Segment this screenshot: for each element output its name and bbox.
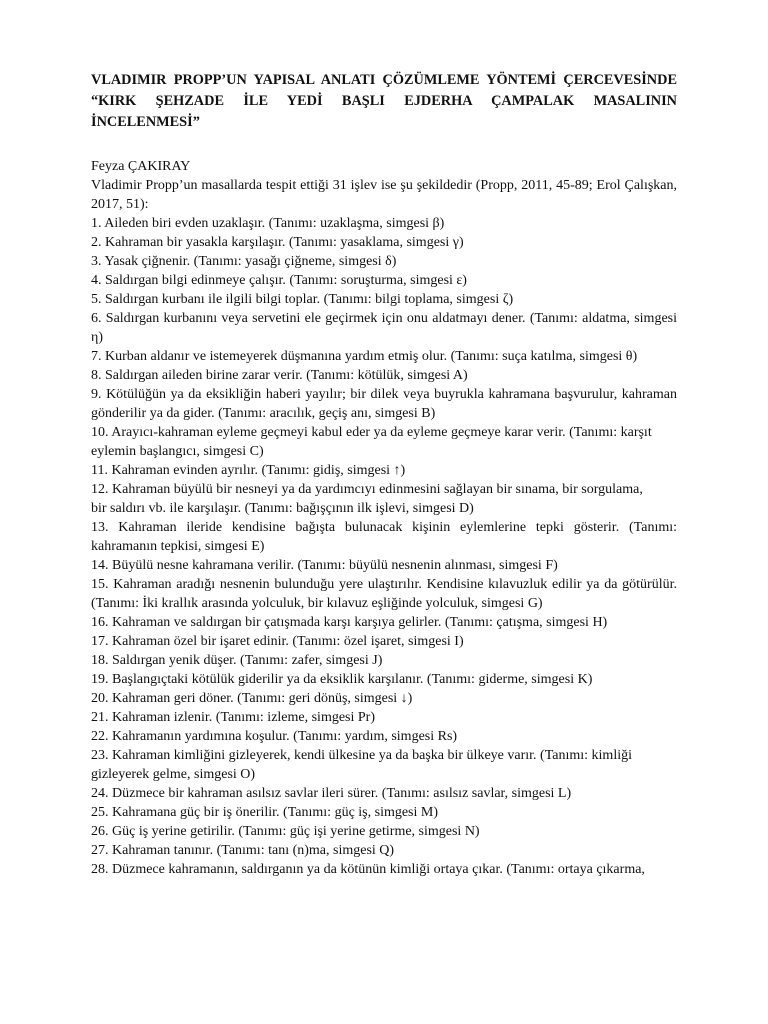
list-item [91,613,677,632]
list-item [91,518,677,556]
list-item-text: 19. Başlangıçtaki kötülük giderilir ya da eksiklik karşılanır. (Tanımı: giderme, simgesi K) [91,672,593,687]
list-item-text: 26. Güç iş yerine getirilir. (Tanımı: güç işi yerine getirme, simgesi N) [91,824,480,839]
list-item-text: 2. Kahraman bir yasakla karşılaşır. (Tanımı: yasaklama, simgesi γ) [91,235,464,250]
list-item-continuation: gizleyerek gelme, simgesi O) [91,767,256,782]
list-item [91,252,677,271]
list-item [91,632,677,651]
list-item [91,347,677,366]
list-item [91,366,677,385]
list-item-text: 18. Saldırgan yenik düşer. (Tanımı: zafer, simgesi J) [91,653,383,668]
list-item [91,727,677,746]
function-list [91,214,677,879]
list-item-text: 10. Arayıcı-kahraman eyleme geçmeyi kabul eder ya da eyleme geçmeye karar verir. (Tanımı: karşıt [91,425,652,440]
list-item [91,822,677,841]
list-item-text: 24. Düzmece bir kahraman asılsız savlar ileri sürer. (Tanımı: asılsız savlar, simgesi L) [91,786,572,801]
list-item [91,803,677,822]
list-item-text: 11. Kahraman evinden ayrılır. (Tanımı: gidiş, simgesi ↑) [91,463,406,478]
list-item-text: 12. Kahraman büyülü bir nesneyi ya da yardımcıyı edinmesini sağlayan bir sınama, bir sorgulama, [91,482,643,497]
list-item-text: 28. Düzmece kahramanın, saldırganın ya da kötünün kimliği ortaya çıkar. (Tanımı: ortaya çıkarma, [91,862,645,877]
document-title: VLADIMIR PROPP’UN YAPISAL ANLATI ÇÖZÜMLEME YÖNTEMİ ÇERCEVESİNDE “KIRK ŞEHZADE İLE YEDİ BAŞLI EJDERHA ÇAMPALAK MASALININ İNCELENMESİ” [91,72,677,130]
list-item [91,860,677,879]
list-item [91,385,677,423]
list-item-text: 6. Saldırgan kurbanını veya servetini ele geçirmek için onu aldatmayı dener. (Tanımı: aldatma, simgesi η) [91,311,677,345]
list-item [91,271,677,290]
list-item [91,461,677,480]
list-item-continuation: bir saldırı vb. ile karşılaşır. (Tanımı: bağışçının ilk işlevi, simgesi D) [91,501,474,516]
list-item-text: 8. Saldırgan aileden birine zarar verir. (Tanımı: kötülük, simgesi A) [91,368,468,383]
list-item [91,480,677,518]
list-item [91,670,677,689]
list-item [91,708,677,727]
list-item-text: 17. Kahraman özel bir işaret edinir. (Tanımı: özel işaret, simgesi I) [91,634,464,649]
list-item-text: 23. Kahraman kimliğini gizleyerek, kendi ülkesine ya da başka bir ülkeye varır. (Tanımı: kimliği [91,748,632,763]
list-item-continuation: eylemin başlangıcı, simgesi C) [91,444,264,459]
list-item [91,784,677,803]
author-name: Feyza ÇAKIRAY [91,159,191,174]
list-item [91,290,677,309]
list-item [91,841,677,860]
list-item [91,689,677,708]
list-item-text: 13. Kahraman ileride kendisine bağışta bulunacak kişinin eylemlerine tepki gösterir. (Tanımı: kahramanın tepkisi, simgesi E) [91,520,677,554]
list-item [91,309,677,347]
list-item-text: 4. Saldırgan bilgi edinmeye çalışır. (Tanımı: soruşturma, simgesi ε) [91,273,467,288]
list-item-text: 27. Kahraman tanınır. (Tanımı: tanı (n)ma, simgesi Q) [91,843,395,858]
list-item [91,575,677,613]
list-item-text: 21. Kahraman izlenir. (Tanımı: izleme, simgesi Pr) [91,710,375,725]
list-item-text: 3. Yasak çiğnenir. (Tanımı: yasağı çiğneme, simgesi δ) [91,254,397,269]
list-item [91,214,677,233]
list-item-text: 1. Aileden biri evden uzaklaşır. (Tanımı: uzaklaşma, simgesi β) [91,216,445,231]
intro-paragraph: Vladimir Propp’un masallarda tespit ettiği 31 işlev ise şu şekildedir (Propp, 2011, 45-89; Erol Çalışkan, 2017, 51): [91,178,677,212]
list-item-text: 20. Kahraman geri döner. (Tanımı: geri dönüş, simgesi ↓) [91,691,413,706]
list-item-text: 15. Kahraman aradığı nesnenin bulunduğu yere ulaştırılır. Kendisine kılavuzluk edilir ya da götürülür. (Tanımı: İki krallık arasında yolculuk, bir kılavuz eşliğinde yolculuk, simgesi G) [91,577,677,611]
list-item-text: 14. Büyülü nesne kahramana verilir. (Tanımı: büyülü nesnenin alınması, simgesi F) [91,558,558,573]
list-item [91,556,677,575]
list-item-text: 25. Kahramana güç bir iş önerilir. (Tanımı: güç iş, simgesi M) [91,805,439,820]
document-page [91,70,677,879]
list-item-text: 16. Kahraman ve saldırgan bir çatışmada karşı karşıya gelirler. (Tanımı: çatışma, simgesi H) [91,615,608,630]
list-item-text: 9. Kötülüğün ya da eksikliğin haberi yayılır; bir dilek veya buyrukla kahramana başvurulur, kahraman gönderilir ya da gider. (Tanımı: aracılık, geçiş anı, simgesi B) [91,387,677,421]
list-item [91,746,677,784]
list-item [91,651,677,670]
list-item [91,423,677,461]
list-item-text: 7. Kurban aldanır ve istemeyerek düşmanına yardım etmiş olur. (Tanımı: suça katılma, simgesi θ) [91,349,638,364]
list-item-text: 22. Kahramanın yardımına koşulur. (Tanımı: yardım, simgesi Rs) [91,729,458,744]
list-item [91,233,677,252]
list-item-text: 5. Saldırgan kurbanı ile ilgili bilgi toplar. (Tanımı: bilgi toplama, simgesi ζ) [91,292,514,307]
